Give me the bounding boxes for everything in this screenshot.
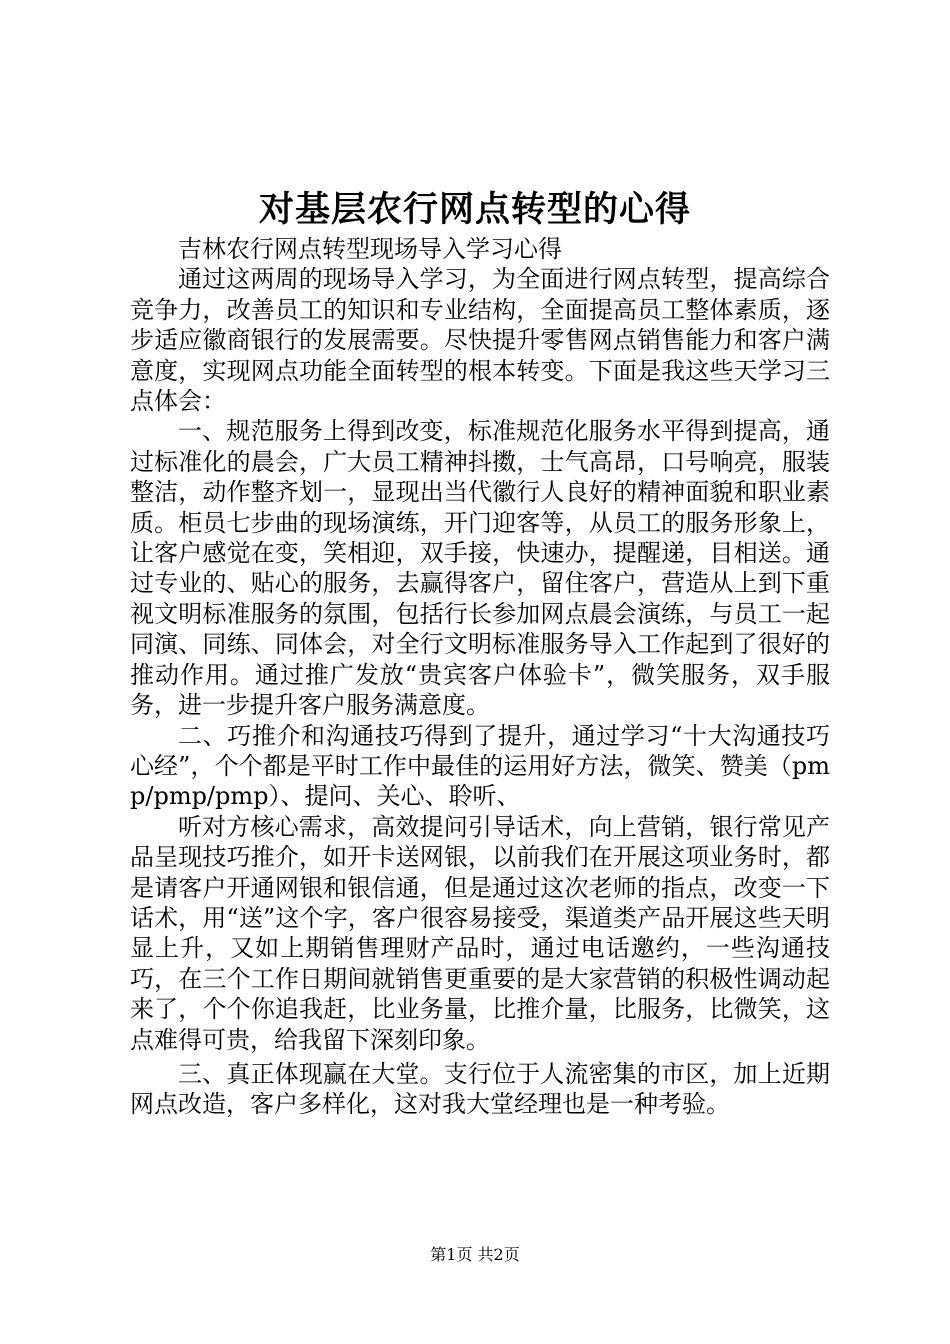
intro-paragraph: 通过这两周的现场导入学习，为全面进行网点转型，提高综合竞争力，改善员工的知识和专业结构，全面提高员工整体素质，逐步适应徽商银行的发展需要。尽快提升零售网点销售能力和客户满意度，实现网点功能全面转型的根本转变。下面是我这些天学习三点体会： <box>130 265 830 416</box>
page-number-footer: 第1页 共2页 <box>430 1245 520 1264</box>
section-two-continued-paragraph: 听对方核心需求，高效提问引导话术，向上营销，银行常见产品呈现技巧推介，如开卡送网银，以前我们在开展这项业务时，都是请客户开通网银和银信通，但是通过这次老师的指点，改变一下话术，用“送”这个字，客户很容易接受，渠道类产品开展这些天明显上升，又如上期销售理财产品时，通过电话邀约，一些沟通技巧，在三个工作日期间就销售更重要的是大家营销的积极性调动起来了，个个你追我赶，比业务量，比推介量，比服务，比微笑，这点难得可贵，给我留下深刻印象。 <box>130 812 830 1054</box>
section-two-paragraph: 二、巧推介和沟通技巧得到了提升，通过学习“十大沟通技巧心经”，个个都是平时工作中最佳的运用好方法，微笑、赞美（pmp/pmp/pmp）、提问、关心、聆听、 <box>130 721 830 811</box>
subtitle-paragraph: 吉林农行网点转型现场导入学习心得 <box>178 235 562 263</box>
section-three-paragraph: 三、真正体现赢在大堂。支行位于人流密集的市区，加上近期网点改造，客户多样化，这对我大堂经理也是一种考验。 <box>130 1059 830 1119</box>
section-one-paragraph: 一、规范服务上得到改变，标准规范化服务水平得到提高，通过标准化的晨会，广大员工精神抖擞，士气高昂，口号响亮，服装整洁，动作整齐划一，显现出当代徽行人良好的精神面貌和职业素质。柜员七步曲的现场演练，开门迎客等，从员工的服务形象上，让客户感觉在变，笑相迎，双手接，快速办，提醒递，目相送。通过专业的、贴心的服务，去赢得客户，留住客户，营造从上到下重视文明标准服务的氛围，包括行长参加网点晨会演练，与员工一起同演、同练、同体会，对全行文明标准服务导入工作起到了很好的推动作用。通过推广发放“贵宾客户体验卡”，微笑服务，双手服务，进一步提升客户服务满意度。 <box>130 417 830 720</box>
document-title: 对基层农行网点转型的心得 <box>258 189 691 230</box>
document-body <box>130 234 830 1120</box>
